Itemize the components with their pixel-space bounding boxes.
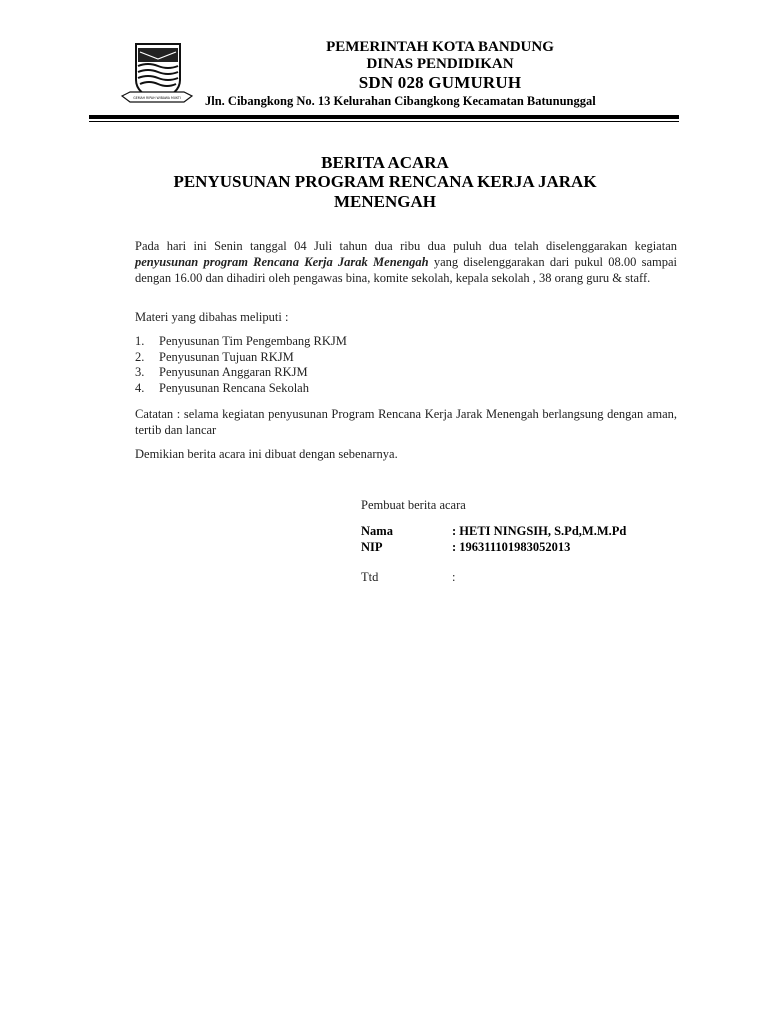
signature-name-value: : HETI NINGSIH, S.Pd,M.M.Pd <box>452 524 627 538</box>
letterhead-rule-thick <box>89 115 679 119</box>
letterhead-department: DINAS PENDIDIKAN <box>366 56 514 72</box>
signature-nip-label: NIP <box>361 540 383 554</box>
signature-nip-value: : 196311101983052013 <box>452 540 571 554</box>
signature-ttd-value: : <box>452 570 456 584</box>
list-item-text: Penyusunan Anggaran RKJM <box>159 365 308 379</box>
list-item-text: Penyusunan Tujuan RKJM <box>159 349 294 364</box>
list-item <box>135 350 535 366</box>
closing-paragraph: Demikian berita acara ini dibuat dengan sebenarnya. <box>135 447 398 461</box>
list-item <box>135 334 535 350</box>
letterhead-rule-thin <box>89 121 679 122</box>
opening-paragraph <box>135 238 677 286</box>
letterhead-government: PEMERINTAH KOTA BANDUNG <box>326 39 554 55</box>
signature-name-label: Nama <box>361 524 393 538</box>
list-item-number: 1. <box>135 334 145 348</box>
letterhead-school-name: SDN 028 GUMURUH <box>358 73 522 92</box>
materi-intro: Materi yang dibahas meliputi : <box>135 310 289 324</box>
signature-heading: Pembuat berita acara <box>361 498 466 512</box>
emblem-motto: GEMAH RIPAH WIBAWA MUKTI <box>133 96 181 100</box>
list-item-text: Penyusunan Tim Pengembang RKJM <box>159 334 347 348</box>
document-title: BERITA ACARA <box>321 153 449 172</box>
letterhead-address: Jln. Cibangkong No. 13 Kelurahan Cibangkong Kecamatan Batununggal <box>205 94 596 108</box>
materi-list <box>135 334 535 396</box>
document-subtitle-line2: MENENGAH <box>334 192 436 211</box>
list-item <box>135 365 535 381</box>
signature-ttd-label: Ttd <box>361 570 379 584</box>
list-item-number: 4. <box>135 380 145 395</box>
list-item-number: 2. <box>135 349 145 364</box>
activity-name-emphasis: penyusunan program Rencana Kerja Jarak Menengah <box>135 255 429 269</box>
list-item-text: Penyusunan Rencana Sekolah <box>159 380 309 395</box>
document-subtitle-line1: PENYUSUNAN PROGRAM RENCANA KERJA JARAK <box>173 172 597 191</box>
opening-text-before: Pada hari ini Senin tanggal 04 Juli tahun dua ribu dua puluh dua telah diselenggarakan kegiatan <box>135 239 677 253</box>
list-item-number: 3. <box>135 365 145 379</box>
list-item <box>135 381 535 397</box>
catatan-paragraph: Catatan : selama kegiatan penyusunan Program Rencana Kerja Jarak Menengah berlangsung dengan aman, tertib dan lancar <box>135 407 677 437</box>
opening-text-after: yang diselenggarakan dari pukul 08.00 sampai dengan 16.00 dan dihadiri oleh pengawas bina, komite sekolah, kepala sekolah , 38 orang guru & staff. <box>135 255 677 285</box>
